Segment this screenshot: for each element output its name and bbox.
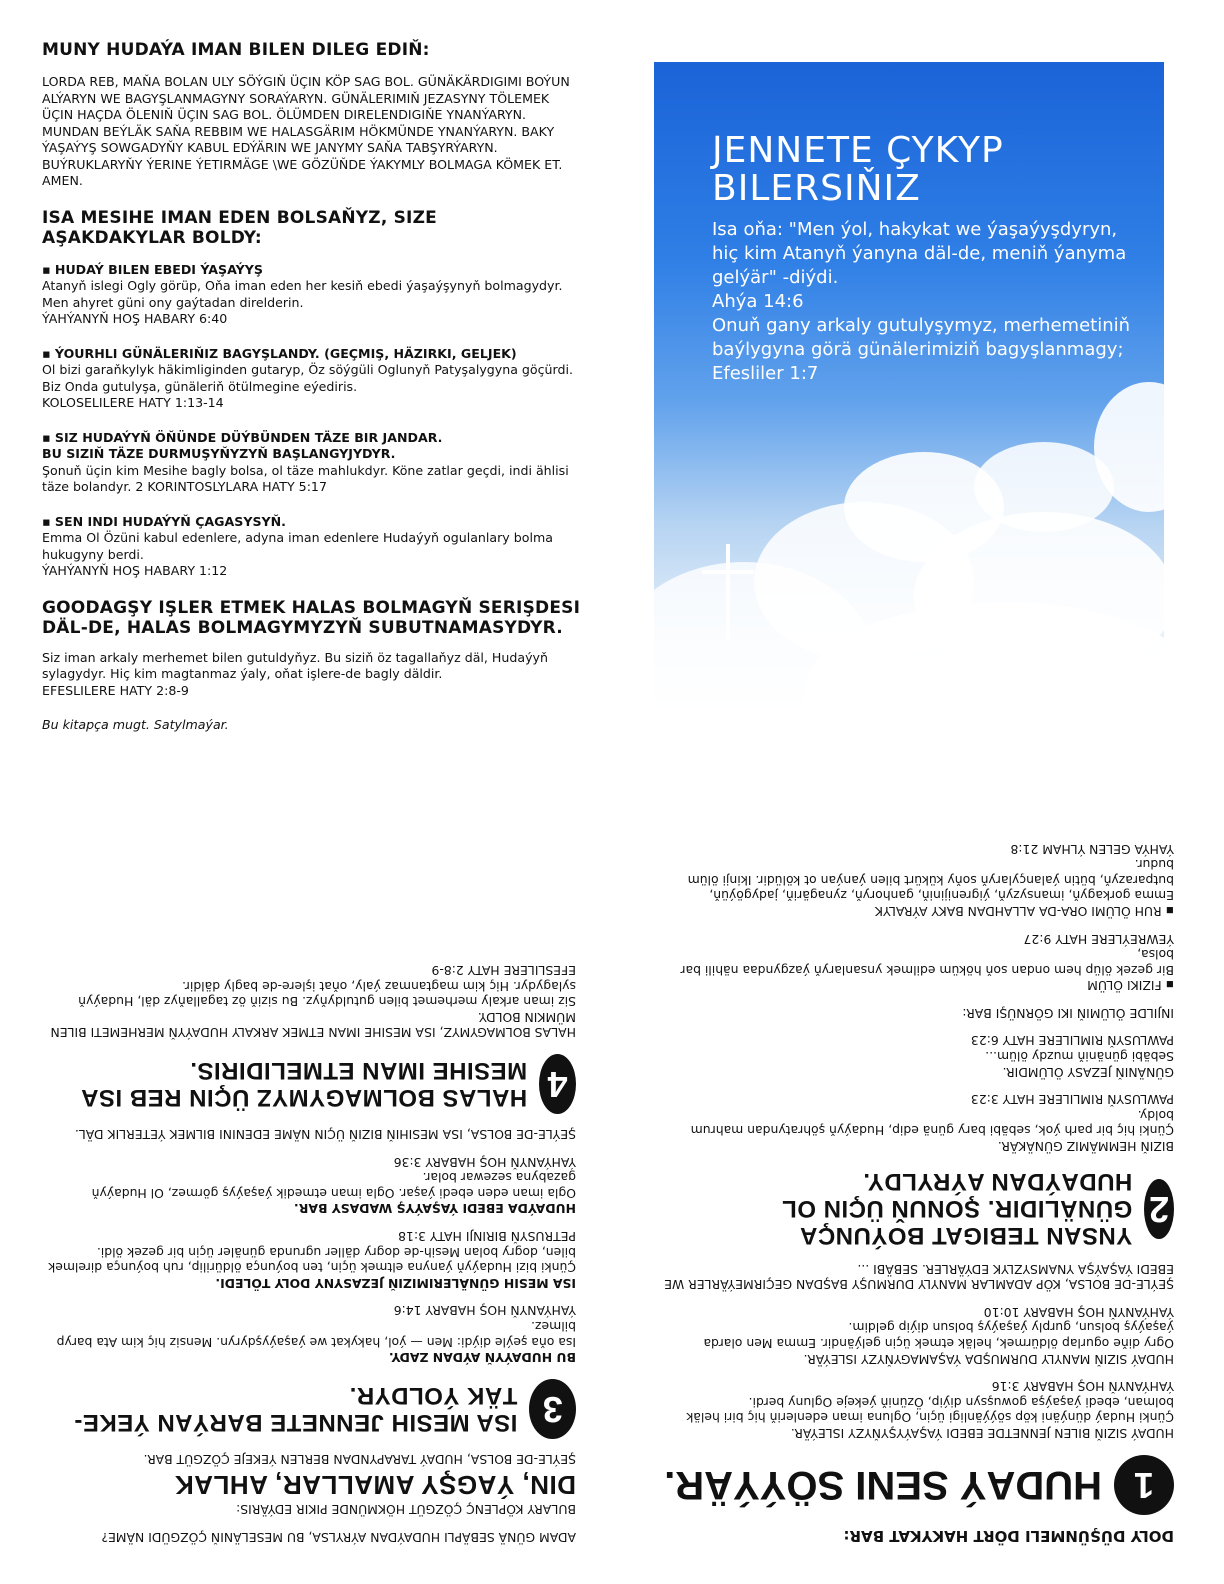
point-subheading: HUDAÝ SIZIŇ MANYLY DURMUŞDA ÝAŞAMAGYŇYZY ISLEÝÄR. xyxy=(803,1351,1174,1367)
prayer-text: LORDA REB, MAŇA BOLAN ULY SÖÝGIŇ ÜÇIN KÖP SAG BOL. GÜNÄKÄRDIGIMI BOÝUN ALÝARYN WE BAGYŞLANMAGYNY SORAÝARYN. GÜNÄLERIMIŇ JEZASYNY TÖLEMEK ÜÇIN HAÇDA ÖLENIŇ ÜÇIN SAG BOL. ÖLÜMDEN DIRELENDIGIŇE YNANÝARYN. MUNDAN BEÝLÄK SAŇA REBBIM WE HALASGÄRIM HÖKMÜNDE YNANÝARYN. BAKY ÝAŞAÝYŞ SOWGADYŇY KABUL EDÝÄRIN WE JANYMY SAŇA TABŞYRÝARYN. BUÝRUKLARYŇY ÝERINE ÝETIRMÄGE \WE GÖZÜŇDE ÝAKYMLY BOLMAGA KÖMEK ET. AMEN. xyxy=(42,74,570,188)
point-ref: ÝAHÝANYŇ HOŞ HABARY 3:36 xyxy=(393,1154,576,1170)
point-body: Ogry diňe ogurlap öldürmek, heläk etmek üçin gelýändir. Emma Men olarda ýaşaýyş bolsun, gurply ýaşaýyş bolsun diýip geldim. xyxy=(703,1320,1174,1352)
point-title: ISA MESIH JENNETE BARÝAN ÝEKE-TÄK ÝOLDYR. xyxy=(73,1382,518,1437)
point-number-badge: 2 xyxy=(1144,1179,1174,1239)
cover-title-line: BILERSIŇIZ xyxy=(712,168,921,209)
point-number-badge: 3 xyxy=(529,1379,576,1439)
cover-title xyxy=(712,132,1132,208)
footer-note: Bu kitapça mugt. Satylmaýar. xyxy=(42,717,229,732)
cover-image xyxy=(654,62,1164,720)
believer-item-ref: ÝAHÝANYŇ HOŞ HABARY 1:12 xyxy=(42,563,228,578)
point-title: HUDAÝ SENI SÖÝÝÄR. xyxy=(664,1463,1102,1507)
point-subheading: BIZIŇ HEMMÄMIZ GÜNÄKÄR. xyxy=(997,1139,1174,1155)
point-subheading: HALAS BOLMAGYMYZ, ISA MESIHE IMAN ETMEK ARKALY HUDAÝYŇ MERHEMETI BILEN MÜMKIN BOLDY. xyxy=(50,1009,576,1041)
point-title: HALAS BOLMAGYMYZ ÜÇIN REB ISA MESIHE IMAN ETMELIDIRIS. xyxy=(81,1057,528,1112)
works-body: Siz iman arkaly merhemet bilen gutuldyňyz. Bu siziň öz tagallaňyz däl, Hudaýyň sylagydyr. Hiç kim magtanmaz ýaly, oňat işlere-de bagly däldir. xyxy=(42,649,548,681)
believer-item xyxy=(42,346,582,412)
works-heading: GOODAGŞY IŞLER ETMEK HALAS BOLMAGYŇ SERIŞDESI DÄL-DE, HALAS BOLMAGYMYZYŇ SUBUTNAMASYDYR. xyxy=(42,597,581,638)
point-ref: PAWLUSYŇ RIMLILERE HATY 6:23 xyxy=(970,1033,1174,1049)
point-note: ŞEÝLE-DE BOLSA, ISA MESIHIŇ BIZIŇ ÜÇIN NÄME EDENINI BILMEK ÝETERLIK DÄL. xyxy=(74,1127,576,1143)
cross-icon-bar xyxy=(702,570,754,574)
point-4-heading xyxy=(42,1055,576,1115)
common-answers: DIN, ÝAGŞY AMALLAR, AHLAK xyxy=(174,1469,576,1500)
point-subheading: BU HUDAÝYŇ AÝDAN ZADY. xyxy=(388,1350,576,1366)
point-body: Çünki Hudaý dünýäni köp söýýänligi üçin, Ogluna iman edenleriň hiç biri heläk bolman, ebedi ýaşaýşa gowuşsyn diýip, Özüniň ýekeje Ogluny berdi. xyxy=(686,1394,1174,1426)
believer-item-title: ▪ ÝOURHLI GÜNÄLERIŇIZ BAGYŞLANDY. (GEÇMIŞ, HÄZIRKI, GELJEK) xyxy=(42,345,517,361)
common-answers-intro: BULARY KÖPLENÇ ÇÖZGÜT HÖKMÜNDE PIKIR EDÝÄRIS: xyxy=(236,1502,576,1518)
believer-item-title: ▪ SEN INDI HUDAÝYŇ ÇAGASYSYŇ. xyxy=(42,513,286,529)
point-ref: ÝAHÝA GELEN ÝLHAM 21:8 xyxy=(1010,841,1174,857)
cross-icon xyxy=(726,544,730,640)
cover-verse: Isa oňa: "Men ýol, hakykat we ýaşaýyşdyryn, hiç kim Atanyň ýanyna däl-de, meniň ýanyma gelýär" -diýdi. xyxy=(712,219,1127,288)
point-body: Bir gezek ölüp hem ondan soň höküm edilmek ynsanlaryň ýazgyndaa nähili bar bolsa, xyxy=(680,947,1174,978)
point-subheading: ▪ FIZIKI ÖLÜM xyxy=(1087,978,1174,994)
believer-heading: ISA MESIHE IMAN EDEN BOLSAŇYZ, SIZE AŞAKDAKYLAR BOLDY: xyxy=(42,207,437,248)
point-ref: EFESLILERE HATY 2:8-9 xyxy=(431,963,576,979)
point-body: Siz iman arkaly merhemet bilen gutuldyňyz. Bu siziň öz tagallaňyz däl, Hudaýyň sylagydyr. Hiç kim magtanmaz ýaly, oňat işlere-de bagly däldir. xyxy=(78,978,576,1010)
point-body: Isa oňa şeýle diýdi: Men — ýol, hakykat we ýaşaýyşdyryn. Mensiz hiç kim Ata baryp bilmez. xyxy=(56,1319,576,1350)
point-ref: PAWLUSYŇ RIMLILERE HATY 3:23 xyxy=(970,1092,1174,1108)
believer-item-title: ▪ SIZ HUDAÝYŇ ÖŇÜNDE DÜÝBÜNDEN TÄZE BIR JANDAR. xyxy=(42,429,443,445)
single-solution: ŞEÝLE-DE BOLSA, HUDAÝ TARAPYNDAN BERLEN ÝEKEJE ÇÖZGÜT BAR. xyxy=(143,1451,576,1467)
cover-title-line: JENNETE ÇYKYP xyxy=(712,130,1004,171)
point-ref: PETRUSYŇ BIRINJI HATY 3:18 xyxy=(398,1229,576,1245)
point-ref: ÝAHÝANYŇ HOŞ HABARY 14:6 xyxy=(393,1303,576,1319)
point-subheading: INJILDE ÖLÜMIŇ IKI GÖRNÜŞI BAR: xyxy=(962,1005,1174,1021)
point-subheading: GÜNÄNIŇ JEZASY ÖLÜMDIR. xyxy=(1002,1064,1174,1080)
point-subheading: ▪ RUH ÖLÜMI ORA-DA ALLAHDAN BAKY AÝRALYK xyxy=(874,903,1174,919)
believer-item-body: Atanyň islegi Ogly görüp, Oňa iman eden her kesiň ebedi ýaşaýşynyň bolmagydyr. Men ahyret güni ony gaýtadan direlderin. xyxy=(42,278,563,310)
believer-item xyxy=(42,430,582,496)
cover-verse-ref: Ahýa 14:6 xyxy=(712,291,804,312)
believer-item xyxy=(42,262,582,328)
point-body: Sebäbi günäniň muzdy ölüm... xyxy=(985,1049,1174,1065)
point-ref: ÝAHÝANYŇ HOŞ HABARY 3:16 xyxy=(991,1379,1174,1395)
four-truths-intro: DOLY DÜŞÜNMELI DÖRT HAKYKAT BAR: xyxy=(843,1527,1174,1545)
point-number-badge: 1 xyxy=(1114,1455,1174,1515)
point-subheading: HUDAÝ SIZIŇ BILEN JENNETDE EBEDI ÝAŞAÝYŞYŇYZY ISLEÝÄR. xyxy=(790,1426,1174,1441)
prayer-panel xyxy=(42,40,582,760)
believer-item-body: Emma Ol Özüni kabul edenlere, adyna iman edenlere Hudaýyň ogulanlary bolma hukugyny berdi. xyxy=(42,530,553,562)
point-body: Çünki hiç bir parh ýok, sebäbi bary günä edip, Hudaýyň şöhratyndan mahrum boldy. xyxy=(690,1107,1174,1139)
believer-item-ref: KOLOSELILERE HATY 1:13-14 xyxy=(42,395,224,410)
cover-verse-ref: Efesliler 1:7 xyxy=(712,363,819,384)
point-title: YNSAN TEBIGAT BOÝUNÇA GÜNÄLIDIR. ŞONUŇ ÜÇIN OL HUDAÝDAN AÝRYLDY. xyxy=(782,1168,1133,1250)
point-body: Çünki bizi Hudaýyň ýanyna eltmek üçin, ten boýunça öldürilip, ruh boýunça direlmek bilen, dogry bolan Mesih-de dogry däller ugrunda günäler üçin bir gezek öldi. xyxy=(48,1244,576,1276)
truths-panel-3-4 xyxy=(42,845,576,1545)
point-ref: ÝEWREÝLERE HATY 9:27 xyxy=(1023,931,1174,947)
point-subheading: ISA MESIH GÜNÄLERIMIZIŇ JEZASYNY DOLY TÖLEDI. xyxy=(215,1275,576,1291)
believer-item-title: ▪ HUDAÝ BILEN EBEDI ÝAŞAÝYŞ xyxy=(42,261,263,277)
believer-item-body: Şonuň üçin kim Mesihe bagly bolsa, ol täze mahlukdyr. Köne zatlar geçdi, indi ählisi täze bolandyr. 2 KORINTOSLYLARA HATY 5:17 xyxy=(42,462,569,494)
point-subheading: HUDAÝDA EBEDI ÝAŞAÝYŞ WADASY BAR. xyxy=(293,1201,576,1217)
point-note: ŞEÝLE-DE BOLSA, KÖP ADAMLAR MANYLY DURMUŞY BAŞDAN GEÇIRMEÝÄRLER WE EBEDI ÝAŞAÝŞA YNAMSYZLYK EDÝÄRLER. SEBÄBI ... xyxy=(664,1261,1174,1293)
question-intro: ADAM GÜNÄ SEBÄPLI HUDAÝDAN AÝRYLSA, BU MESELÄNIŇ ÇÖZGÜDI NÄME? xyxy=(101,1530,576,1545)
prayer-heading: MUNY HUDAÝA IMAN BILEN DILEG EDIŇ: xyxy=(42,40,430,60)
believer-item-subtitle: BU SIZIŇ TÄZE DURMUŞYŇYZYŇ BAŞLANGYJYDYR. xyxy=(42,446,396,461)
works-ref: EFESLILERE HATY 2:8-9 xyxy=(42,682,189,698)
believer-item-body: Ol bizi garaňkylyk häkimliginden gutaryp, Öz söýgüli Oglunyň Patyşalygyna göçürdi. Biz Onda gutulyşa, günäleriň ötülmegine eýediris. xyxy=(42,362,573,394)
point-ref: ÝAHÝANYŇ HOŞ HABARY 10:10 xyxy=(983,1304,1174,1320)
point-3-heading xyxy=(42,1379,576,1439)
cover-verse: Onuň gany arkaly gutulyşymyz, merhemetiniň baýlygyna görä günälerimiziň bagyşlanmagy; xyxy=(712,315,1131,360)
cover-verses xyxy=(712,218,1132,386)
point-number-badge: 4 xyxy=(539,1055,576,1115)
believer-item-ref: ÝAHÝANYŇ HOŞ HABARY 6:40 xyxy=(42,311,228,326)
point-1-heading xyxy=(654,1455,1174,1515)
point-2-heading xyxy=(654,1168,1174,1249)
point-body: Ogla iman eden ebedi ýaşar. Ogla iman etmedik ýaşaýyş görmez, Ol Hudaýyň gazabyna sezewar bolar. xyxy=(91,1170,576,1201)
truths-panel-1-2 xyxy=(654,841,1174,1545)
point-body: Emma gorkagyň, imansyzyň, ýigrenijiniň, ganhoryň, zynagäriň, jadygöýüň, butparazyň, bütin ýalançylaryň soňy kükürt bilen ýanýan ot kölüdir. Ikinji ölüm budur. xyxy=(687,857,1174,904)
believer-item xyxy=(42,514,582,580)
